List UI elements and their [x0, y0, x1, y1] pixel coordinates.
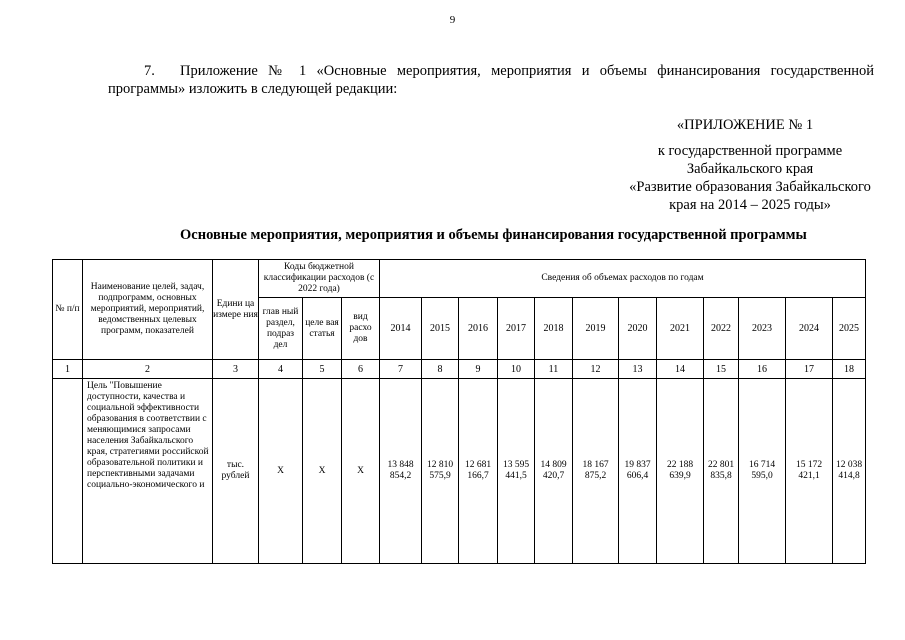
header-year: 2016 [459, 298, 498, 360]
row-num [53, 379, 83, 564]
column-number: 16 [739, 360, 786, 379]
table-title: Основные мероприятия, мероприятия и объемы финансирования государственной программы [180, 227, 807, 243]
row-name: Цель "Повышение доступности, качества и социальной эффективности образования в соответствии с меняющимися запросами населения Забайкальского края, стратегиями российской образовательной политики и перспективными задачами социально-экономического и [83, 379, 213, 564]
row-value: 13 595 441,5 [498, 379, 535, 564]
column-number: 15 [704, 360, 739, 379]
header-year: 2014 [380, 298, 422, 360]
appendix-line-1: к государственной программе [657, 143, 843, 159]
row-value: 12 810 575,9 [422, 379, 459, 564]
header-code-main: глав ный раздел, подраз дел [259, 298, 303, 360]
intro-item-number: 7. [144, 63, 155, 79]
intro-paragraph [108, 62, 874, 98]
header-codes: Коды бюджетной классификации расходов (с 2022 года) [259, 260, 380, 298]
row-value: 22 188 639,9 [657, 379, 704, 564]
header-year: 2021 [657, 298, 704, 360]
row-unit: тыс. рублей [213, 379, 259, 564]
row-value: 13 848 854,2 [380, 379, 422, 564]
intro-text: Приложение № 1 «Основные мероприятия, мероприятия и объемы финансирования государственной программы» изложить в следующей редакции: [108, 63, 874, 97]
column-number: 1 [53, 360, 83, 379]
column-number: 8 [422, 360, 459, 379]
header-year: 2025 [833, 298, 866, 360]
header-name: Наименование целей, задач, подпрограмм, основных мероприятий, мероприятий, ведомственных целевых программ, показателей [83, 260, 213, 360]
column-number: 7 [380, 360, 422, 379]
row-value: 14 809 420,7 [535, 379, 573, 564]
row-value: 19 837 606,4 [619, 379, 657, 564]
header-code-target: целе вая статья [303, 298, 342, 360]
column-number: 9 [459, 360, 498, 379]
column-number: 13 [619, 360, 657, 379]
header-year: 2017 [498, 298, 535, 360]
header-year: 2023 [739, 298, 786, 360]
column-number: 3 [213, 360, 259, 379]
row-code-main: Х [259, 379, 303, 564]
row-value: 22 801 835,8 [704, 379, 739, 564]
header-year: 2015 [422, 298, 459, 360]
row-code-target: Х [303, 379, 342, 564]
row-value: 16 714 595,0 [739, 379, 786, 564]
column-number: 10 [498, 360, 535, 379]
header-num: № п/п [53, 260, 83, 360]
appendix-title: «ПРИЛОЖЕНИЕ № 1 [676, 117, 814, 133]
appendix-line-4: края на 2014 – 2025 годы» [669, 197, 831, 213]
column-number: 5 [303, 360, 342, 379]
header-unit: Едини ца измере ния [213, 260, 259, 360]
appendix-subtitle [600, 142, 900, 214]
column-number: 4 [259, 360, 303, 379]
header-code-type: вид расхо дов [342, 298, 380, 360]
table-row [53, 379, 866, 564]
header-year: 2020 [619, 298, 657, 360]
column-number: 12 [573, 360, 619, 379]
appendix-line-3: «Развитие образования Забайкальского [629, 179, 871, 195]
appendix-line-2: Забайкальского края [686, 161, 814, 177]
row-value: 15 172 421,1 [786, 379, 833, 564]
page-number: 9 [449, 14, 456, 26]
expenses-table [52, 259, 866, 564]
column-number: 17 [786, 360, 833, 379]
column-number: 18 [833, 360, 866, 379]
header-year: 2024 [786, 298, 833, 360]
row-code-type: Х [342, 379, 380, 564]
column-number: 11 [535, 360, 573, 379]
row-value: 12 681 166,7 [459, 379, 498, 564]
header-year: 2018 [535, 298, 573, 360]
header-year: 2022 [704, 298, 739, 360]
column-number: 2 [83, 360, 213, 379]
header-expenses: Сведения об объемах расходов по годам [380, 260, 866, 298]
row-value: 18 167 875,2 [573, 379, 619, 564]
column-number: 14 [657, 360, 704, 379]
column-number: 6 [342, 360, 380, 379]
row-value: 12 038 414,8 [833, 379, 866, 564]
header-year: 2019 [573, 298, 619, 360]
